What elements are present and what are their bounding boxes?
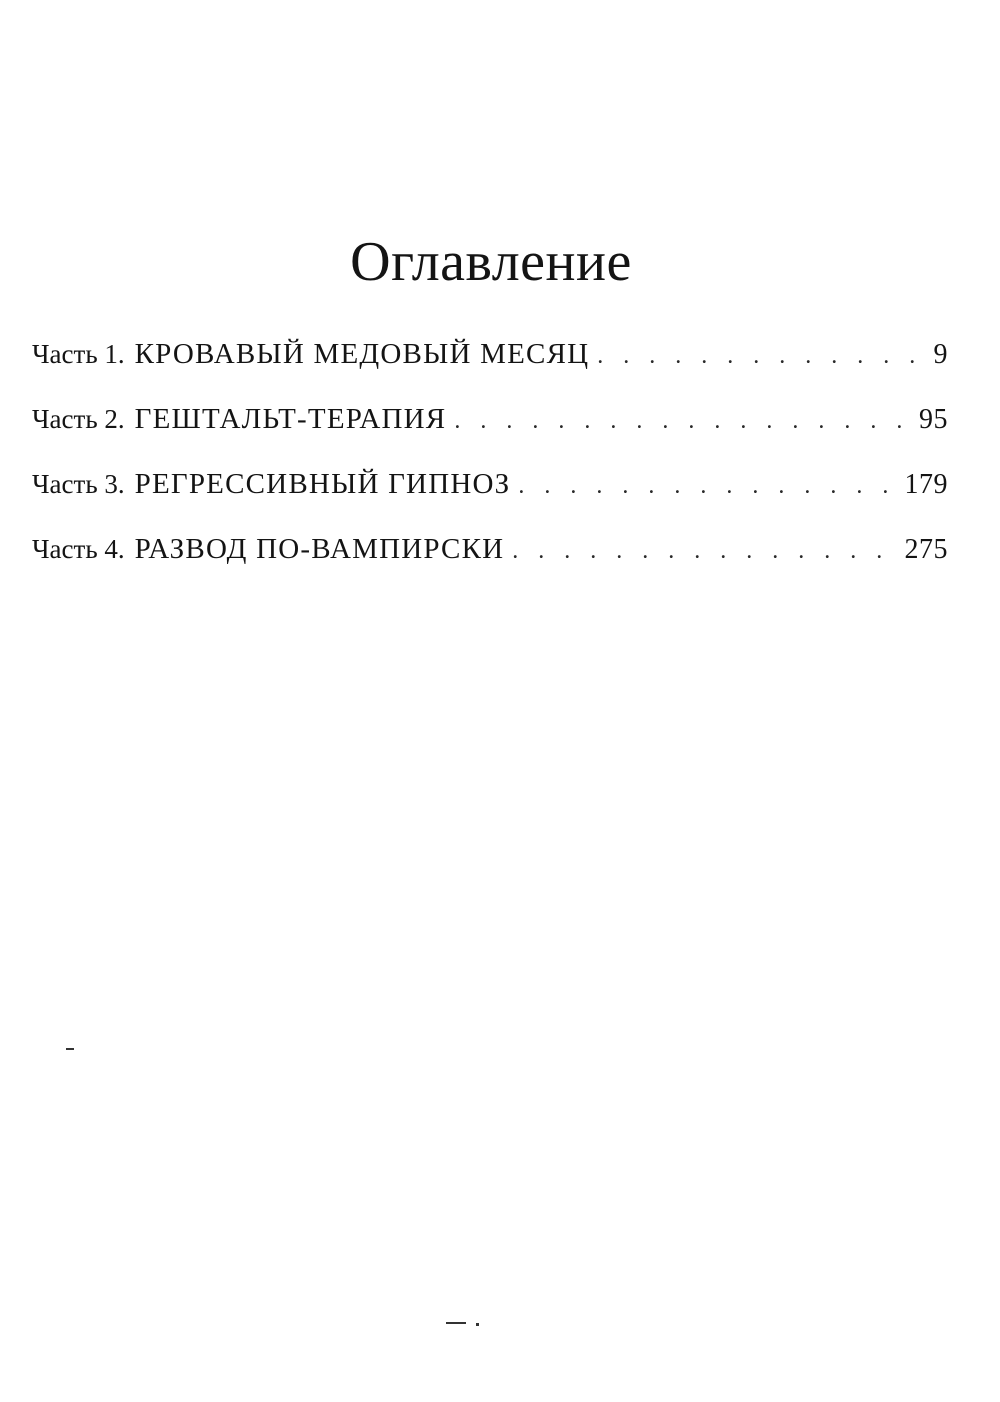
toc-entry: [32, 389, 948, 454]
toc-chapter-title: РЕГРЕССИВНЫЙ ГИПНОЗ: [134, 468, 511, 500]
toc-part-label: Часть 3.: [32, 469, 125, 499]
toc-entry: [32, 324, 948, 389]
toc-part-label: Часть 2.: [32, 404, 125, 434]
toc-entry: [32, 454, 948, 519]
toc-part-label: Часть 4.: [32, 534, 125, 564]
toc-page-number: 179: [904, 469, 948, 500]
toc-page-number: 95: [919, 404, 948, 435]
toc-chapter-title: КРОВАВЫЙ МЕДОВЫЙ МЕСЯЦ: [134, 338, 590, 370]
toc-list: [32, 324, 948, 584]
dot-leader: [597, 326, 925, 386]
scan-speck: [476, 1323, 479, 1326]
dot-leader: [512, 521, 896, 581]
dot-leader: [454, 391, 911, 451]
scan-speck: [66, 1048, 74, 1050]
toc-title: Оглавление: [350, 231, 632, 293]
toc-entry: [32, 519, 948, 584]
toc-chapter-title: РАЗВОД ПО-ВАМПИРСКИ: [134, 533, 505, 565]
toc-page-number: 9: [933, 339, 948, 370]
dot-leader: [518, 456, 896, 516]
toc-chapter-title: ГЕШТАЛЬТ-ТЕРАПИЯ: [134, 403, 447, 435]
scan-speck: [446, 1322, 466, 1324]
toc-part-label: Часть 1.: [32, 339, 125, 369]
toc-page-number: 275: [904, 534, 948, 565]
